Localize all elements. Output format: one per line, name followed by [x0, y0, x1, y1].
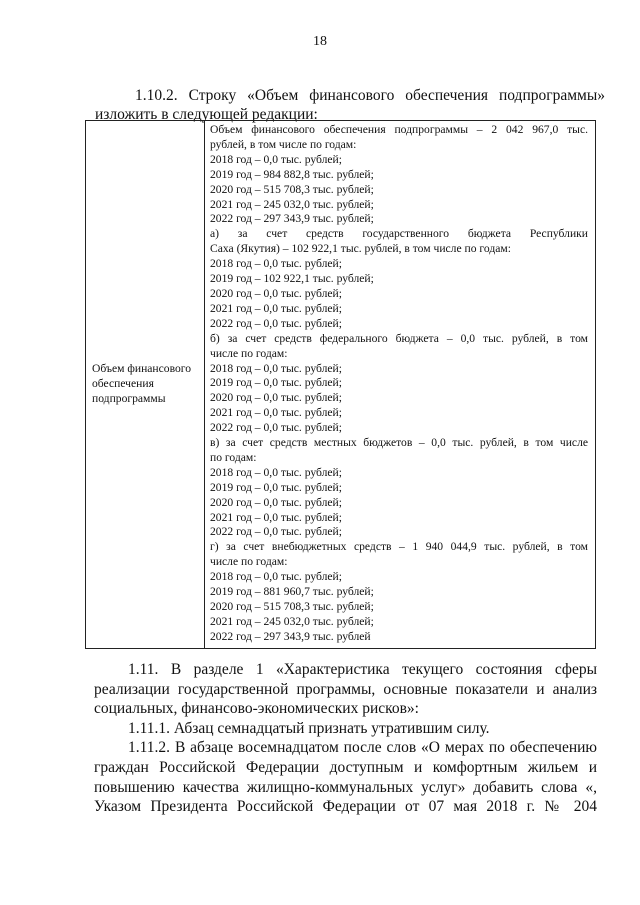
table-line: 2020 год – 0,0 тыс. рублей;: [210, 286, 342, 300]
table-line: а) за счет средств государственного бюджета Республики: [210, 227, 588, 241]
table-line: 2019 год – 102 922,1 тыс. рублей;: [210, 272, 374, 286]
table-line: 2018 год – 0,0 тыс. рублей;: [210, 257, 342, 271]
table-line: 2022 год – 297 343,9 тыс. рублей;: [210, 212, 374, 226]
table-line: 2020 год – 515 708,3 тыс. рублей;: [210, 600, 374, 613]
table-line: числе по годам:: [210, 555, 288, 569]
paragraph-1-11: 1.11. В разделе 1 «Характеристика текущего состояния сферы реализации государственной программы, основные показатели и анализ социальных, финансово-экономических рисков»:: [94, 661, 597, 718]
intro-paragraph: [95, 86, 605, 124]
intro-text: Строку «Объем финансового обеспечения подпрограммы» изложить в следующей редакции:: [95, 87, 606, 123]
table-line: 2020 год – 0,0 тыс. рублей;: [210, 495, 342, 509]
table-line: Объем финансового обеспечения подпрограммы – 2 042 967,0 тыс.: [210, 123, 588, 136]
page-number: 18: [313, 34, 327, 49]
table-line: 2018 год – 0,0 тыс. рублей;: [210, 152, 342, 166]
table-line: Саха (Якутия) – 102 922,1 тыс. рублей, в том числе по годам:: [210, 242, 511, 256]
intro-number: 1.10.2.: [135, 87, 178, 104]
table-line: 2018 год – 0,0 тыс. рублей;: [210, 570, 342, 584]
table-line: рублей, в том числе по годам:: [210, 137, 357, 151]
table-line: 2019 год – 984 882,8 тыс. рублей;: [210, 167, 374, 181]
table-line: числе по годам:: [210, 346, 288, 360]
table-row: [86, 121, 596, 649]
table-line: 2018 год – 0,0 тыс. рублей;: [210, 361, 342, 375]
paragraph-1-11-2: 1.11.2. В абзаце восемнадцатом после слов «О мерах по обеспечению граждан Российской Федерации доступным и комфортным жильем и повышению качества жилищно-коммунальных услуг» добавить слова «, Указом Президента Российской Федерации от 07 мая 2018 г. № 204: [94, 739, 597, 816]
table-line: б) за счет средств федерального бюджета – 0,0 тыс. рублей, в том: [210, 331, 588, 345]
table-line: 2020 год – 0,0 тыс. рублей;: [210, 391, 342, 405]
table-line: 2018 год – 0,0 тыс. рублей;: [210, 465, 342, 479]
table-line: г) за счет внебюджетных средств – 1 940 044,9 тыс. рублей, в том: [210, 540, 588, 554]
table-line: по годам:: [210, 450, 257, 464]
table-line: 2021 год – 0,0 тыс. рублей;: [210, 406, 342, 420]
table-line: 2019 год – 0,0 тыс. рублей;: [210, 376, 342, 390]
table-line: 2019 год – 0,0 тыс. рублей;: [210, 480, 342, 494]
table-line: 2021 год – 0,0 тыс. рублей;: [210, 301, 342, 315]
table-line: 2021 год – 0,0 тыс. рублей;: [210, 510, 342, 524]
table-label: Объем финансового обеспечения подпрограммы: [92, 362, 192, 405]
paragraph-1-11-1: 1.11.1. Абзац семнадцатый признать утратившим силу.: [128, 719, 490, 737]
body-text: [94, 660, 597, 817]
table-content-cell: [205, 121, 596, 649]
table-line: в) за счет средств местных бюджетов – 0,0 тыс. рублей, в том числе: [210, 436, 588, 450]
table-line: 2022 год – 0,0 тыс. рублей;: [210, 316, 342, 330]
table-line: 2022 год – 0,0 тыс. рублей;: [210, 421, 342, 435]
table-line: 2022 год – 0,0 тыс. рублей;: [210, 525, 342, 539]
table-line: 2019 год – 881 960,7 тыс. рублей;: [210, 585, 374, 599]
table-line: 2020 год – 515 708,3 тыс. рублей;: [210, 182, 374, 196]
funding-table: [85, 120, 596, 649]
table-line: 2021 год – 245 032,0 тыс. рублей;: [210, 197, 374, 211]
table-label-cell: [86, 121, 205, 649]
table-line: 2021 год – 245 032,0 тыс. рублей;: [210, 614, 374, 628]
table-line: 2022 год – 297 343,9 тыс. рублей: [210, 629, 371, 643]
